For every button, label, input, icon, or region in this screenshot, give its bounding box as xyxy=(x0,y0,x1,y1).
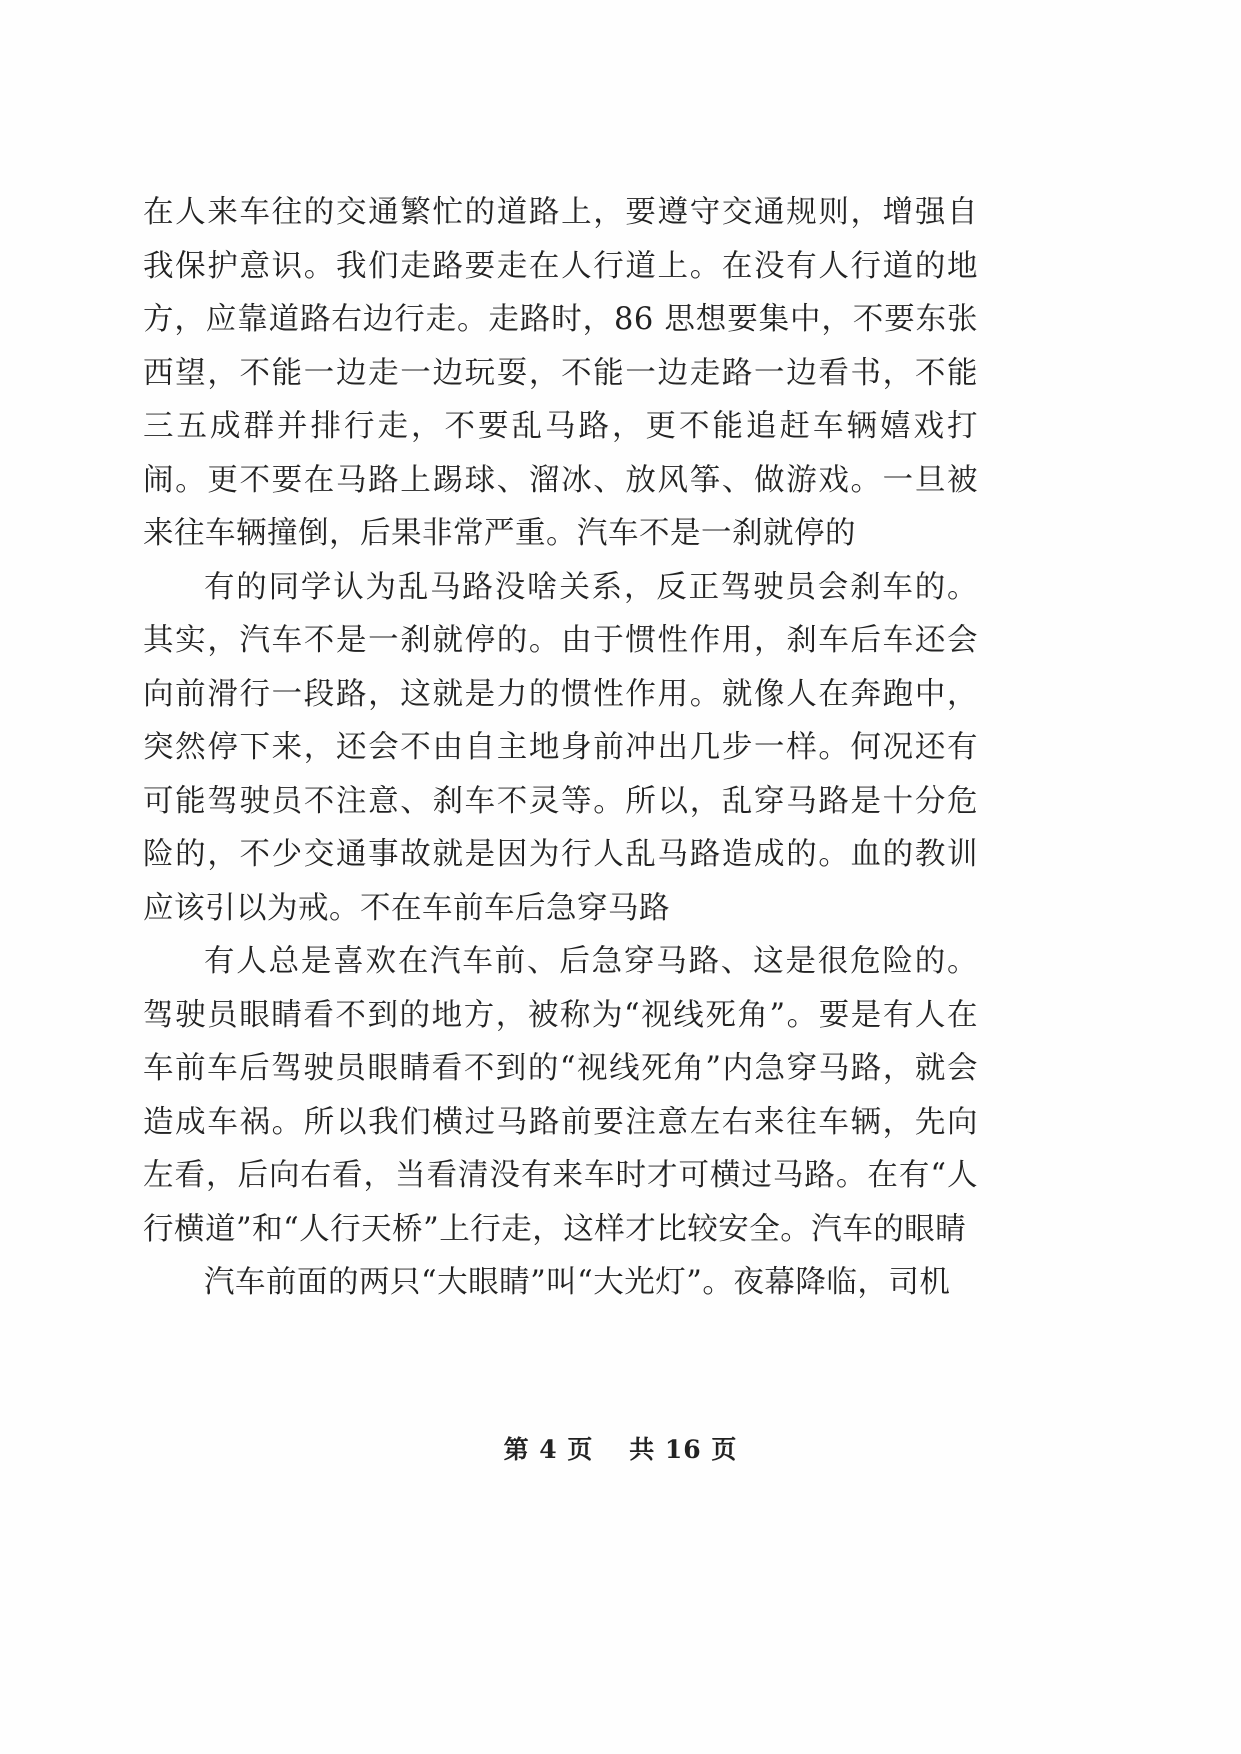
paragraph-4: 汽车前面的两只“大眼睛”叫“大光灯”。夜幕降临，司机 xyxy=(204,1265,951,1300)
paragraph-3: 有人总是喜欢在汽车前、后急穿马路、这是很危险的。驾驶员眼睛看不到的地方，被称为“视线死角”。要是有人在车前车后驾驶员眼睛看不到的“视线死角”内急穿马路，就会造成车祸。所以我们横过马路前要注意左右来往车辆，先向左看，后向右看，当看清没有来车时才可横过马路。在有“人行横道”和“人行天桥”上行走，这样才比较安全。汽车的眼睛 xyxy=(143,944,978,1247)
page-footer xyxy=(0,1430,1241,1466)
paragraph-1: 在人来车往的交通繁忙的道路上，要遵守交通规则，增强自我保护意识。我们走路要走在人行道上。在没有人行道的地方，应靠道路右边行走。走路时，86 思想要集中，不要东张西望，不能一边走一边玩耍，不能一边走路一边看书，不能三五成群并排行走，不要乱马路，更不能追赶车辆嬉戏打闹。更不要在马路上踢球、溜冰、放风筝、做游戏。一旦被来往车辆撞倒，后果非常严重。汽车不是一刹就停的 xyxy=(143,195,978,551)
paragraph-2: 有的同学认为乱马路没啥关系，反正驾驶员会刹车的。其实，汽车不是一刹就停的。由于惯性作用，刹车后车还会向前滑行一段路，这就是力的惯性作用。就像人在奔跑中，突然停下来，还会不由自主地身前冲出几步一样。何况还有可能驾驶员不注意、刹车不灵等。所以，乱穿马路是十分危险的，不少交通事故就是因为行人乱马路造成的。血的教训应该引以为戒。不在车前车后急穿马路 xyxy=(143,569,978,926)
footer-current-page: 第 4 页 xyxy=(503,1435,594,1464)
document-body xyxy=(143,186,978,1310)
footer-total-pages: 共 16 页 xyxy=(629,1435,738,1464)
